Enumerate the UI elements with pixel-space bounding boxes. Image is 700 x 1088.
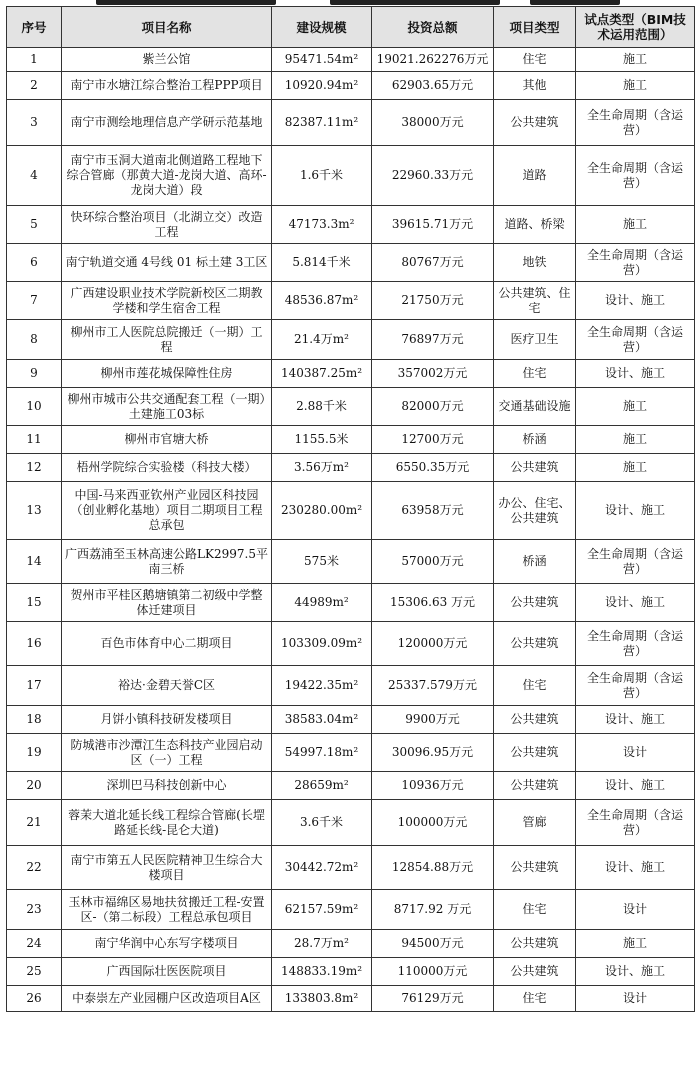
header-no: 序号 [7, 7, 62, 48]
table-row [7, 206, 695, 244]
header-name: 项目名称 [62, 7, 272, 48]
cell-invest: 76897万元 [372, 320, 494, 360]
cell-pilot: 全生命周期（含运营） [576, 146, 695, 206]
cell-no: 23 [7, 890, 62, 930]
cell-scale: 28.7万m² [272, 930, 372, 958]
table-row [7, 800, 695, 846]
table-row [7, 890, 695, 930]
cell-pilot: 全生命周期（含运营） [576, 666, 695, 706]
cell-pilot: 施工 [576, 426, 695, 454]
cell-invest: 8717.92 万元 [372, 890, 494, 930]
table-row [7, 146, 695, 206]
header-type: 项目类型 [494, 7, 576, 48]
cell-no: 19 [7, 734, 62, 772]
table-row [7, 244, 695, 282]
cell-scale: 48536.87m² [272, 282, 372, 320]
cell-pilot: 全生命周期（含运营） [576, 244, 695, 282]
cell-invest: 110000万元 [372, 958, 494, 986]
cell-pilot: 施工 [576, 206, 695, 244]
cell-invest: 6550.35万元 [372, 454, 494, 482]
cell-no: 11 [7, 426, 62, 454]
cell-pilot: 施工 [576, 48, 695, 72]
cell-scale: 230280.00m² [272, 482, 372, 540]
cell-name: 防城港市沙潭江生态科技产业园启动区（一）工程 [62, 734, 272, 772]
cell-invest: 120000万元 [372, 622, 494, 666]
cell-invest: 22960.33万元 [372, 146, 494, 206]
cell-name: 中国-马来西亚钦州产业园区科技园（创业孵化基地）项目二期项目工程总承包 [62, 482, 272, 540]
cell-no: 22 [7, 846, 62, 890]
table-row [7, 666, 695, 706]
table-row [7, 846, 695, 890]
table-row [7, 360, 695, 388]
cell-type: 住宅 [494, 48, 576, 72]
cell-type: 公共建筑、住宅 [494, 282, 576, 320]
cell-no: 20 [7, 772, 62, 800]
cell-no: 6 [7, 244, 62, 282]
cell-no: 18 [7, 706, 62, 734]
table-row [7, 734, 695, 772]
cell-scale: 5.814千米 [272, 244, 372, 282]
cell-pilot: 全生命周期（含运营） [576, 622, 695, 666]
cell-scale: 95471.54m² [272, 48, 372, 72]
cell-no: 25 [7, 958, 62, 986]
cell-scale: 30442.72m² [272, 846, 372, 890]
table-row [7, 482, 695, 540]
cell-no: 16 [7, 622, 62, 666]
cell-name: 梧州学院综合实验楼（科技大楼） [62, 454, 272, 482]
header-row [7, 7, 695, 48]
cell-name: 柳州市城市公共交通配套工程（一期）土建施工03标 [62, 388, 272, 426]
cell-scale: 28659m² [272, 772, 372, 800]
cell-type: 公共建筑 [494, 706, 576, 734]
cell-no: 17 [7, 666, 62, 706]
cell-scale: 1.6千米 [272, 146, 372, 206]
cell-scale: 38583.04m² [272, 706, 372, 734]
cell-name: 玉林市福绵区易地扶贫搬迁工程-安置区-（第二标段）工程总承包项目 [62, 890, 272, 930]
cell-invest: 21750万元 [372, 282, 494, 320]
cell-scale: 2.88千米 [272, 388, 372, 426]
cell-scale: 140387.25m² [272, 360, 372, 388]
cell-name: 广西国际壮医医院项目 [62, 958, 272, 986]
cell-type: 住宅 [494, 890, 576, 930]
table-row [7, 426, 695, 454]
cell-type: 公共建筑 [494, 734, 576, 772]
table-row [7, 320, 695, 360]
cell-scale: 148833.19m² [272, 958, 372, 986]
table-row [7, 282, 695, 320]
header-invest: 投资总额 [372, 7, 494, 48]
cell-invest: 82000万元 [372, 388, 494, 426]
cropped-title-fragment [330, 0, 500, 5]
cell-no: 26 [7, 986, 62, 1012]
cell-invest: 57000万元 [372, 540, 494, 584]
cell-type: 公共建筑 [494, 584, 576, 622]
cell-pilot: 设计、施工 [576, 846, 695, 890]
cell-type: 住宅 [494, 666, 576, 706]
cell-type: 公共建筑 [494, 846, 576, 890]
cell-type: 医疗卫生 [494, 320, 576, 360]
table-row [7, 584, 695, 622]
cell-type: 住宅 [494, 986, 576, 1012]
cell-type: 其他 [494, 72, 576, 100]
cell-scale: 3.6千米 [272, 800, 372, 846]
table-row [7, 706, 695, 734]
cell-pilot: 设计、施工 [576, 958, 695, 986]
cell-type: 地铁 [494, 244, 576, 282]
cell-invest: 38000万元 [372, 100, 494, 146]
cell-invest: 12854.88万元 [372, 846, 494, 890]
cell-name: 广西建设职业技术学院新校区二期教学楼和学生宿舍工程 [62, 282, 272, 320]
cell-name: 南宁市水塘江综合整治工程PPP项目 [62, 72, 272, 100]
table-row [7, 540, 695, 584]
cell-pilot: 全生命周期（含运营） [576, 100, 695, 146]
cell-no: 21 [7, 800, 62, 846]
cell-invest: 30096.95万元 [372, 734, 494, 772]
cell-pilot: 设计、施工 [576, 584, 695, 622]
cell-scale: 103309.09m² [272, 622, 372, 666]
cell-no: 4 [7, 146, 62, 206]
cell-type: 桥涵 [494, 426, 576, 454]
cell-invest: 9900万元 [372, 706, 494, 734]
cell-no: 15 [7, 584, 62, 622]
cell-no: 12 [7, 454, 62, 482]
cell-name: 百色市体育中心二期项目 [62, 622, 272, 666]
cell-scale: 21.4万m² [272, 320, 372, 360]
cell-name: 深圳巴马科技创新中心 [62, 772, 272, 800]
cell-pilot: 全生命周期（含运营） [576, 320, 695, 360]
cell-type: 道路 [494, 146, 576, 206]
cell-name: 南宁市第五人民医院精神卫生综合大楼项目 [62, 846, 272, 890]
cell-type: 公共建筑 [494, 100, 576, 146]
cropped-title-fragment [530, 0, 620, 5]
cell-scale: 44989m² [272, 584, 372, 622]
cell-name: 柳州市莲花城保障性住房 [62, 360, 272, 388]
cell-invest: 63958万元 [372, 482, 494, 540]
cell-invest: 94500万元 [372, 930, 494, 958]
header-pilot: 试点类型（BIM技术运用范围） [576, 7, 695, 48]
cell-scale: 54997.18m² [272, 734, 372, 772]
cell-no: 14 [7, 540, 62, 584]
cell-scale: 47173.3m² [272, 206, 372, 244]
cell-type: 住宅 [494, 360, 576, 388]
cell-type: 道路、桥梁 [494, 206, 576, 244]
cell-name: 南宁轨道交通 4号线 01 标土建 3工区 [62, 244, 272, 282]
table-row [7, 930, 695, 958]
cell-scale: 10920.94m² [272, 72, 372, 100]
cell-name: 南宁华润中心东写字楼项目 [62, 930, 272, 958]
cell-no: 8 [7, 320, 62, 360]
cell-invest: 62903.65万元 [372, 72, 494, 100]
cell-pilot: 施工 [576, 454, 695, 482]
cell-pilot: 设计、施工 [576, 360, 695, 388]
cell-invest: 100000万元 [372, 800, 494, 846]
table-row [7, 100, 695, 146]
cell-name: 贺州市平桂区鹅塘镇第二初级中学整体迁建项目 [62, 584, 272, 622]
cell-pilot: 全生命周期（含运营） [576, 540, 695, 584]
bim-pilot-project-table [6, 6, 695, 1012]
table-row [7, 958, 695, 986]
cell-pilot: 全生命周期（含运营） [576, 800, 695, 846]
cell-type: 公共建筑 [494, 622, 576, 666]
table-body [7, 48, 695, 1012]
cell-pilot: 施工 [576, 388, 695, 426]
table-row [7, 48, 695, 72]
cell-name: 裕达·金碧天誉C区 [62, 666, 272, 706]
cell-scale: 575米 [272, 540, 372, 584]
cell-type: 公共建筑 [494, 772, 576, 800]
cell-name: 月饼小镇科技研发楼项目 [62, 706, 272, 734]
cell-name: 蓉茉大道北延长线工程综合管廊(长堽路延长线-昆仑大道) [62, 800, 272, 846]
cell-invest: 25337.579万元 [372, 666, 494, 706]
table-row [7, 72, 695, 100]
cell-invest: 357002万元 [372, 360, 494, 388]
cell-scale: 19422.35m² [272, 666, 372, 706]
cell-type: 公共建筑 [494, 958, 576, 986]
cell-name: 南宁市测绘地理信息产学研示范基地 [62, 100, 272, 146]
cell-no: 3 [7, 100, 62, 146]
cell-pilot: 设计 [576, 734, 695, 772]
cell-pilot: 施工 [576, 930, 695, 958]
cell-invest: 39615.71万元 [372, 206, 494, 244]
cell-no: 2 [7, 72, 62, 100]
cell-scale: 62157.59m² [272, 890, 372, 930]
cell-invest: 15306.63 万元 [372, 584, 494, 622]
cell-name: 柳州市官塘大桥 [62, 426, 272, 454]
cell-no: 24 [7, 930, 62, 958]
cell-type: 桥涵 [494, 540, 576, 584]
cropped-title-fragment [96, 0, 276, 5]
table-row [7, 622, 695, 666]
cell-pilot: 设计 [576, 986, 695, 1012]
cell-type: 公共建筑 [494, 930, 576, 958]
table-header [7, 7, 695, 48]
cell-name: 南宁市玉洞大道南北侧道路工程地下综合管廊（那黄大道-龙岗大道、高环-龙岗大道）段 [62, 146, 272, 206]
cell-type: 管廊 [494, 800, 576, 846]
cell-type: 交通基础设施 [494, 388, 576, 426]
table-row [7, 772, 695, 800]
cell-invest: 12700万元 [372, 426, 494, 454]
cell-pilot: 设计、施工 [576, 772, 695, 800]
cell-no: 10 [7, 388, 62, 426]
cell-scale: 133803.8m² [272, 986, 372, 1012]
cell-pilot: 设计、施工 [576, 706, 695, 734]
cell-pilot: 设计、施工 [576, 482, 695, 540]
cell-name: 紫兰公馆 [62, 48, 272, 72]
cell-name: 快环综合整治项目（北湖立交）改造工程 [62, 206, 272, 244]
cell-name: 广西荔浦至玉林高速公路LK2997.5平南三桥 [62, 540, 272, 584]
cell-no: 5 [7, 206, 62, 244]
cell-pilot: 设计、施工 [576, 282, 695, 320]
cell-no: 9 [7, 360, 62, 388]
cell-name: 中泰崇左产业园棚户区改造项目A区 [62, 986, 272, 1012]
cell-no: 7 [7, 282, 62, 320]
cell-name: 柳州市工人医院总院搬迁（一期）工程 [62, 320, 272, 360]
cell-pilot: 设计 [576, 890, 695, 930]
cell-no: 13 [7, 482, 62, 540]
cell-invest: 76129万元 [372, 986, 494, 1012]
cell-pilot: 施工 [576, 72, 695, 100]
cell-scale: 82387.11m² [272, 100, 372, 146]
cell-invest: 19021.262276万元 [372, 48, 494, 72]
cell-no: 1 [7, 48, 62, 72]
cell-invest: 10936万元 [372, 772, 494, 800]
cell-type: 办公、住宅、公共建筑 [494, 482, 576, 540]
table-row [7, 454, 695, 482]
table-row [7, 388, 695, 426]
header-scale: 建设规模 [272, 7, 372, 48]
cell-type: 公共建筑 [494, 454, 576, 482]
table-row [7, 986, 695, 1012]
cell-invest: 80767万元 [372, 244, 494, 282]
cell-scale: 1155.5米 [272, 426, 372, 454]
cell-scale: 3.56万m² [272, 454, 372, 482]
